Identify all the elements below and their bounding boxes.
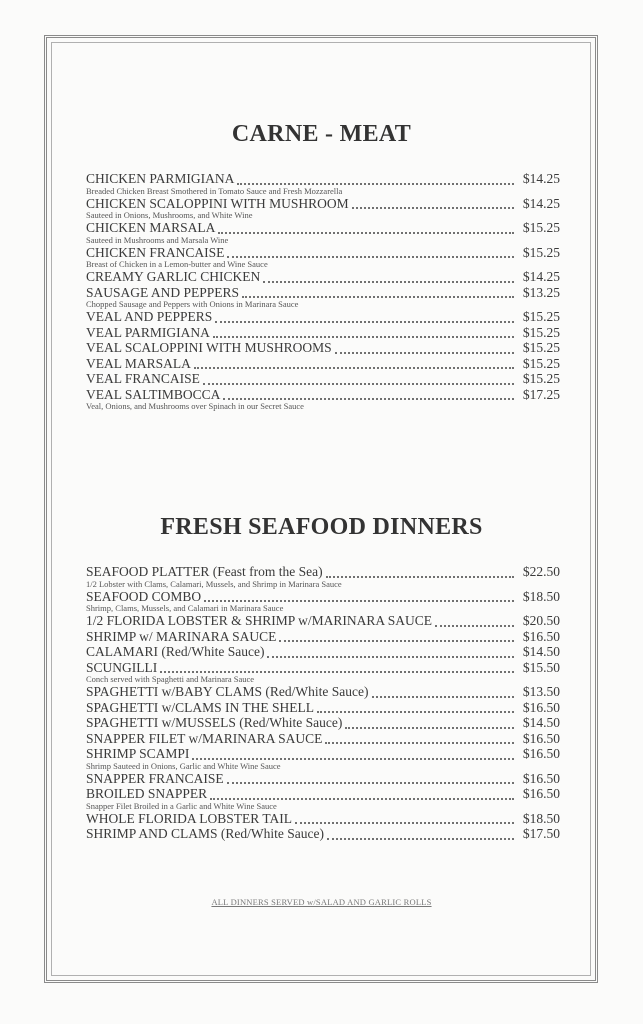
menu-item-price: $17.25	[522, 386, 560, 402]
menu-item-name: BROILED SNAPPER	[86, 786, 208, 801]
menu-item-description: Sauteed in Onions, Mushrooms, and White Wine	[86, 211, 253, 220]
menu-item-name: SEAFOOD COMBO	[86, 588, 202, 604]
menu-item-price: $18.50	[522, 810, 560, 826]
menu-item-name: SPAGHETTI w/CLAMS IN THE SHELL	[86, 699, 315, 715]
menu-item-price: $14.50	[522, 715, 560, 730]
menu-item-description: Breast of Chicken in a Lemon-butter and Wine Sauce	[86, 260, 268, 269]
menu-item-description: Shrimp, Clams, Mussels, and Calamari in Marinara Sauce	[86, 604, 284, 613]
leader-dots	[215, 311, 514, 323]
menu-item-name: SHRIMP SCAMPI	[86, 746, 190, 761]
menu-item-price: $15.25	[522, 220, 560, 235]
menu-item	[86, 811, 560, 827]
menu-item-price: $22.50	[522, 564, 560, 579]
menu-item	[86, 629, 560, 645]
menu-item-price: $18.50	[522, 588, 560, 604]
menu-item-price: $17.50	[522, 826, 560, 841]
leader-dots	[194, 357, 514, 369]
menu-item-description: Sauteed in Mushrooms and Marsala Wine	[86, 235, 229, 245]
menu-item-description: Breaded Chicken Breast Smothered in Tomato Sauce and Fresh Mozzarella	[86, 186, 343, 196]
menu-item-name: CREAMY GARLIC CHICKEN	[86, 269, 261, 284]
menu-item	[86, 786, 560, 802]
menu-item	[86, 660, 560, 676]
menu-item	[86, 644, 560, 660]
seafood-section-title: FRESH SEAFOOD DINNERS	[160, 514, 483, 540]
menu-item-description: Conch served with Spaghetti and Marinara Sauce	[86, 675, 255, 684]
leader-dots	[335, 342, 514, 354]
menu-item	[86, 340, 560, 356]
leader-dots	[210, 788, 514, 800]
leader-dots	[227, 246, 514, 258]
leader-dots	[218, 222, 514, 234]
menu-item-name: VEAL MARSALA	[86, 355, 191, 371]
menu-item	[86, 387, 560, 403]
menu-item-name: SAUSAGE AND PEPPERS	[86, 284, 240, 300]
menu-item-price: $16.50	[522, 746, 560, 761]
menu-item-name: CHICKEN PARMIGIANA	[86, 171, 235, 186]
leader-dots	[237, 173, 514, 185]
leader-dots	[242, 286, 514, 298]
menu-item-price: $15.25	[522, 371, 560, 386]
menu-item-name: VEAL SALTIMBOCCA	[86, 386, 221, 402]
menu-item-price: $13.50	[522, 684, 560, 699]
menu-item-name: VEAL FRANCAISE	[86, 371, 200, 386]
menu-item-price: $16.50	[522, 699, 560, 715]
menu-item	[86, 285, 560, 301]
menu-item	[86, 245, 560, 261]
menu-item	[86, 771, 560, 787]
menu-item-price: $16.50	[522, 730, 560, 746]
leader-dots	[295, 812, 514, 824]
leader-dots	[372, 686, 515, 698]
menu-item-price: $15.25	[522, 309, 560, 324]
menu-item-price: $16.50	[522, 770, 560, 786]
menu-item-name: WHOLE FLORIDA LOBSTER TAIL	[86, 810, 293, 826]
menu-item	[86, 220, 560, 236]
menu-item	[86, 589, 560, 605]
menu-item-price: $14.25	[522, 195, 560, 211]
leader-dots	[326, 566, 514, 578]
menu-item-price: $14.25	[522, 171, 560, 186]
carne-section-title: CARNE - MEAT	[231, 121, 412, 147]
leader-dots	[279, 630, 514, 642]
menu-item	[86, 356, 560, 372]
menu-item	[86, 171, 560, 187]
menu-item-price: $14.50	[522, 644, 560, 659]
leader-dots	[327, 828, 514, 840]
menu-item	[86, 269, 560, 285]
menu-item	[86, 371, 560, 387]
menu-item-name: SCUNGILLI	[86, 659, 158, 675]
menu-item-description: 1/2 Lobster with Clams, Calamari, Mussels, and Shrimp in Marinara Sauce	[86, 579, 342, 589]
seafood-menu-list	[86, 564, 560, 842]
menu-item	[86, 196, 560, 212]
menu-item-name: SHRIMP AND CLAMS (Red/White Sauce)	[86, 826, 324, 841]
menu-item-description: Shrimp Sauteed in Onions, Garlic and White Wine Sauce	[86, 761, 281, 771]
leader-dots	[192, 748, 514, 760]
menu-item	[86, 564, 560, 580]
leader-dots	[325, 732, 514, 744]
menu-item-name: VEAL AND PEPPERS	[86, 309, 213, 324]
menu-item-name: CHICKEN FRANCAISE	[86, 244, 225, 260]
leader-dots	[160, 661, 514, 673]
menu-item-name: SEAFOOD PLATTER (Feast from the Sea)	[86, 564, 323, 579]
leader-dots	[204, 590, 514, 602]
menu-item-name: CHICKEN SCALOPPINI WITH MUSHROOM	[86, 195, 349, 211]
menu-item	[86, 325, 560, 341]
leader-dots	[345, 717, 514, 729]
menu-item-description: Veal, Onions, and Mushrooms over Spinach in our Secret Sauce	[86, 402, 304, 411]
menu-item-price: $15.25	[522, 244, 560, 260]
menu-item-name: SNAPPER FRANCAISE	[86, 770, 224, 786]
menu-item-name: SPAGHETTI w/BABY CLAMS (Red/White Sauce)	[86, 684, 369, 699]
leader-dots	[203, 373, 514, 385]
menu-item	[86, 684, 560, 700]
menu-item	[86, 731, 560, 747]
menu-item-price: $15.25	[522, 340, 560, 355]
leader-dots	[227, 772, 514, 784]
leader-dots	[263, 271, 514, 283]
menu-item-name: SNAPPER FILET w/MARINARA SAUCE	[86, 730, 323, 746]
menu-item	[86, 826, 560, 842]
leader-dots	[213, 326, 514, 338]
leader-dots	[317, 701, 514, 713]
menu-item-price: $16.50	[522, 628, 560, 644]
menu-item-description: Chopped Sausage and Peppers with Onions in Marinara Sauce	[86, 300, 299, 309]
leader-dots	[352, 197, 514, 209]
menu-item	[86, 309, 560, 325]
menu-item-name: 1/2 FLORIDA LOBSTER & SHRIMP w/MARINARA SAUCE	[86, 613, 433, 628]
menu-item-price: $13.25	[522, 284, 560, 300]
leader-dots	[223, 388, 514, 400]
menu-item-price: $16.50	[522, 786, 560, 801]
leader-dots	[267, 646, 514, 658]
leader-dots	[435, 615, 514, 627]
menu-item-price: $14.25	[522, 269, 560, 284]
menu-item-name: VEAL SCALOPPINI WITH MUSHROOMS	[86, 340, 332, 355]
footer-note: ALL DINNERS SERVED w/SALAD AND GARLIC ROLLS	[211, 897, 432, 907]
menu-item	[86, 700, 560, 716]
menu-item-name: VEAL PARMIGIANA	[86, 324, 210, 340]
menu-item	[86, 715, 560, 731]
menu-item-price: $15.25	[522, 324, 560, 340]
menu-item-name: CHICKEN MARSALA	[86, 220, 216, 235]
menu-item-name: SHRIMP w/ MARINARA SAUCE	[86, 628, 277, 644]
menu-item	[86, 613, 560, 629]
menu-item-name: SPAGHETTI w/MUSSELS (Red/White Sauce)	[86, 715, 343, 730]
menu-item	[86, 746, 560, 762]
menu-item-price: $15.50	[522, 659, 560, 675]
menu-item-price: $20.50	[522, 613, 560, 628]
menu-item-description: Snapper Filet Broiled in a Garlic and White Wine Sauce	[86, 801, 277, 811]
menu-item-price: $15.25	[522, 355, 560, 371]
carne-menu-list	[86, 171, 560, 411]
menu-item-name: CALAMARI (Red/White Sauce)	[86, 644, 265, 659]
